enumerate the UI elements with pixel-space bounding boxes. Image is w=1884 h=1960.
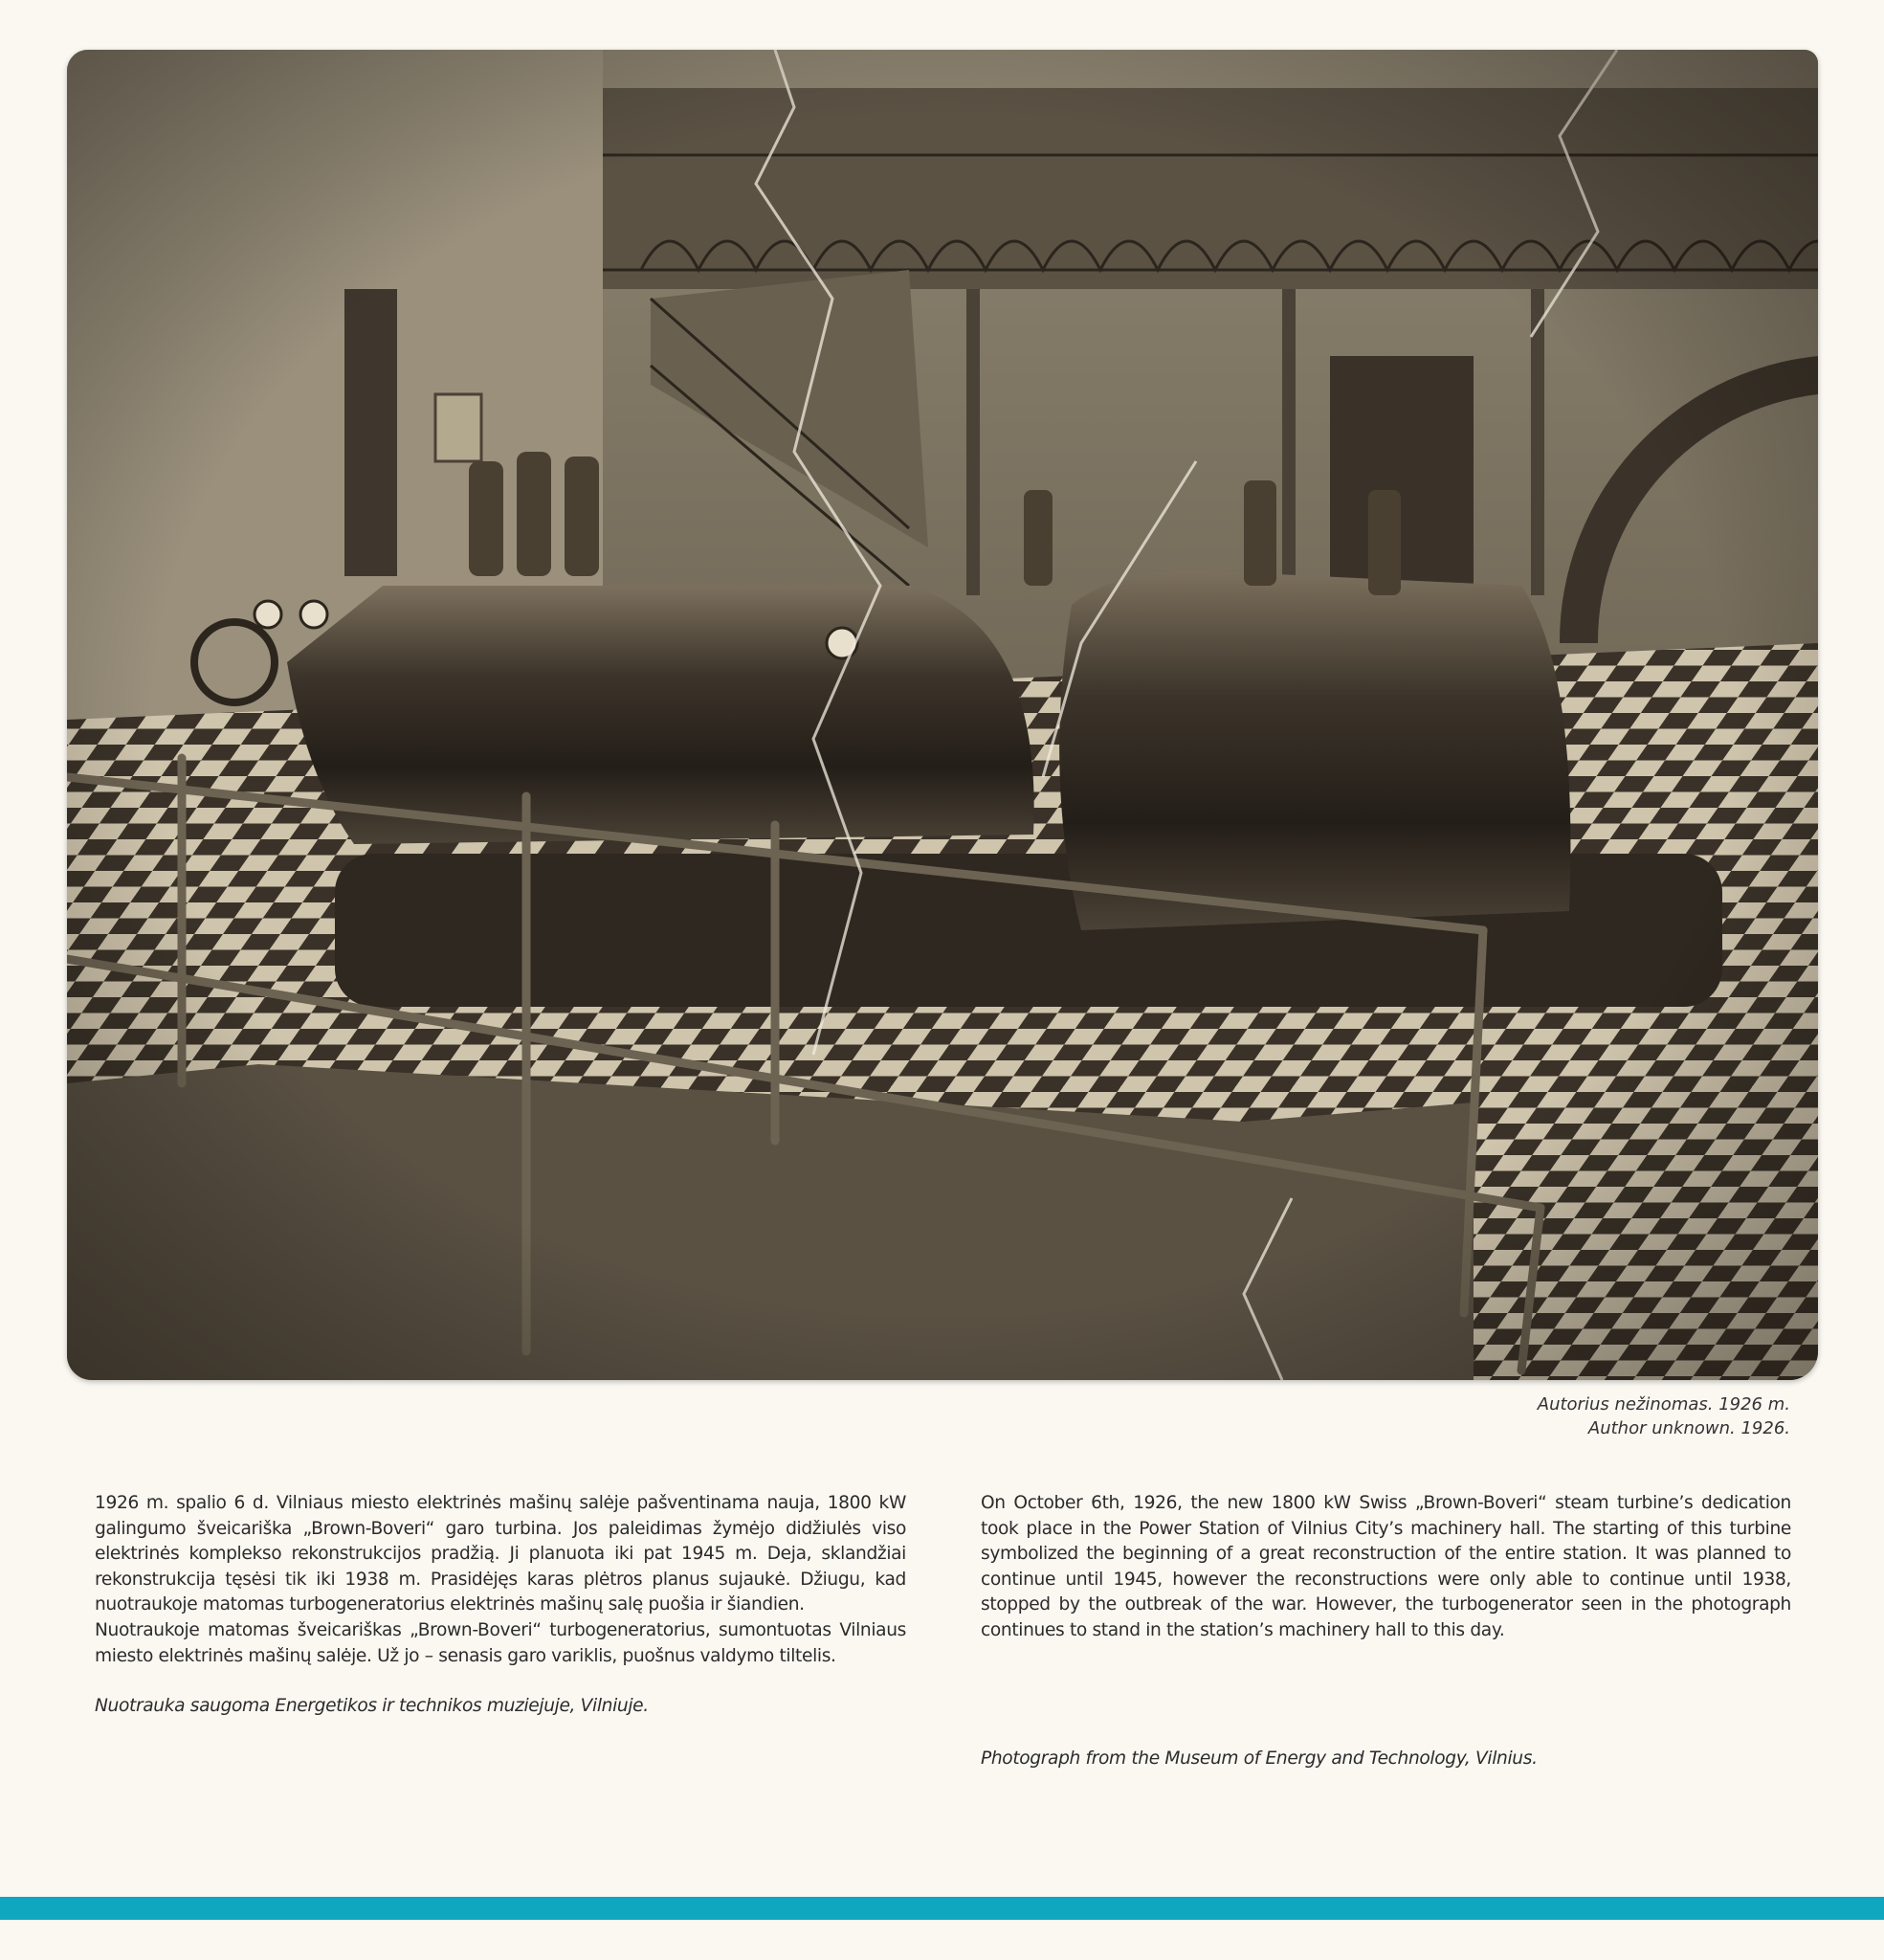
source-note-lt: Nuotrauka saugoma Energetikos ir technikos muziejuje, Vilniuje. <box>95 1696 649 1717</box>
body-paragraph-lt-2: Nuotraukoje matomas šveicariškas „Brown-Boveri“ turbogeneratorius, sumontuotas Vilniaus miesto elektrinės mašinų salėje. Už jo – senasis garo variklis, puošnus valdymo tiltelis. <box>95 1619 906 1666</box>
photo-credit <box>1538 1392 1790 1440</box>
text-column-english <box>981 1491 1791 1771</box>
credit-lt: Autorius nežinomas. 1926 m. <box>1537 1394 1790 1414</box>
body-paragraph-en: On October 6th, 1926, the new 1800 kW Swiss „Brown-Boveri“ steam turbine’s dedication took place in the Power Station of Vilnius City’s machinery hall. The starting of this turbine symbolized the beginning of a great reconstruction of the entire station. It was planned to continue until 1945, however the reconstructions were only able to continue until 1938, stopped by the outbreak of the war. However, the turbogenerator seen in the photograph continues to stand in the station’s machinery hall to this day. <box>981 1493 1791 1640</box>
accent-bar <box>0 1897 1884 1920</box>
historical-photograph <box>67 50 1818 1380</box>
source-note-en: Photograph from the Museum of Energy and Technology, Vilnius. <box>981 1748 1538 1769</box>
turbine-hall-illustration <box>67 50 1818 1380</box>
body-paragraph-lt: 1926 m. spalio 6 d. Vilniaus miesto elektrinės mašinų salėje pašventinama nauja, 1800 kW galingumo šveicariška „Brown-Boveri“ garo turbina. Jos paleidimas žymėjo didžiulės viso elektrinės komplekso rekonstrukcijos pradžią. Ji planuota iki pat 1945 m. Deja, sklandžiai rekonstrukcija tęsėsi tik iki 1938 m. Prasidėjęs karas plėtros planus sujaukė. Džiugu, kad nuotraukoje matomas turbogeneratorius elektrinės mašinų salę puošia ir šiandien. <box>95 1493 906 1615</box>
text-column-lithuanian <box>95 1491 906 1720</box>
credit-en: Author unknown. 1926. <box>1587 1418 1790 1438</box>
